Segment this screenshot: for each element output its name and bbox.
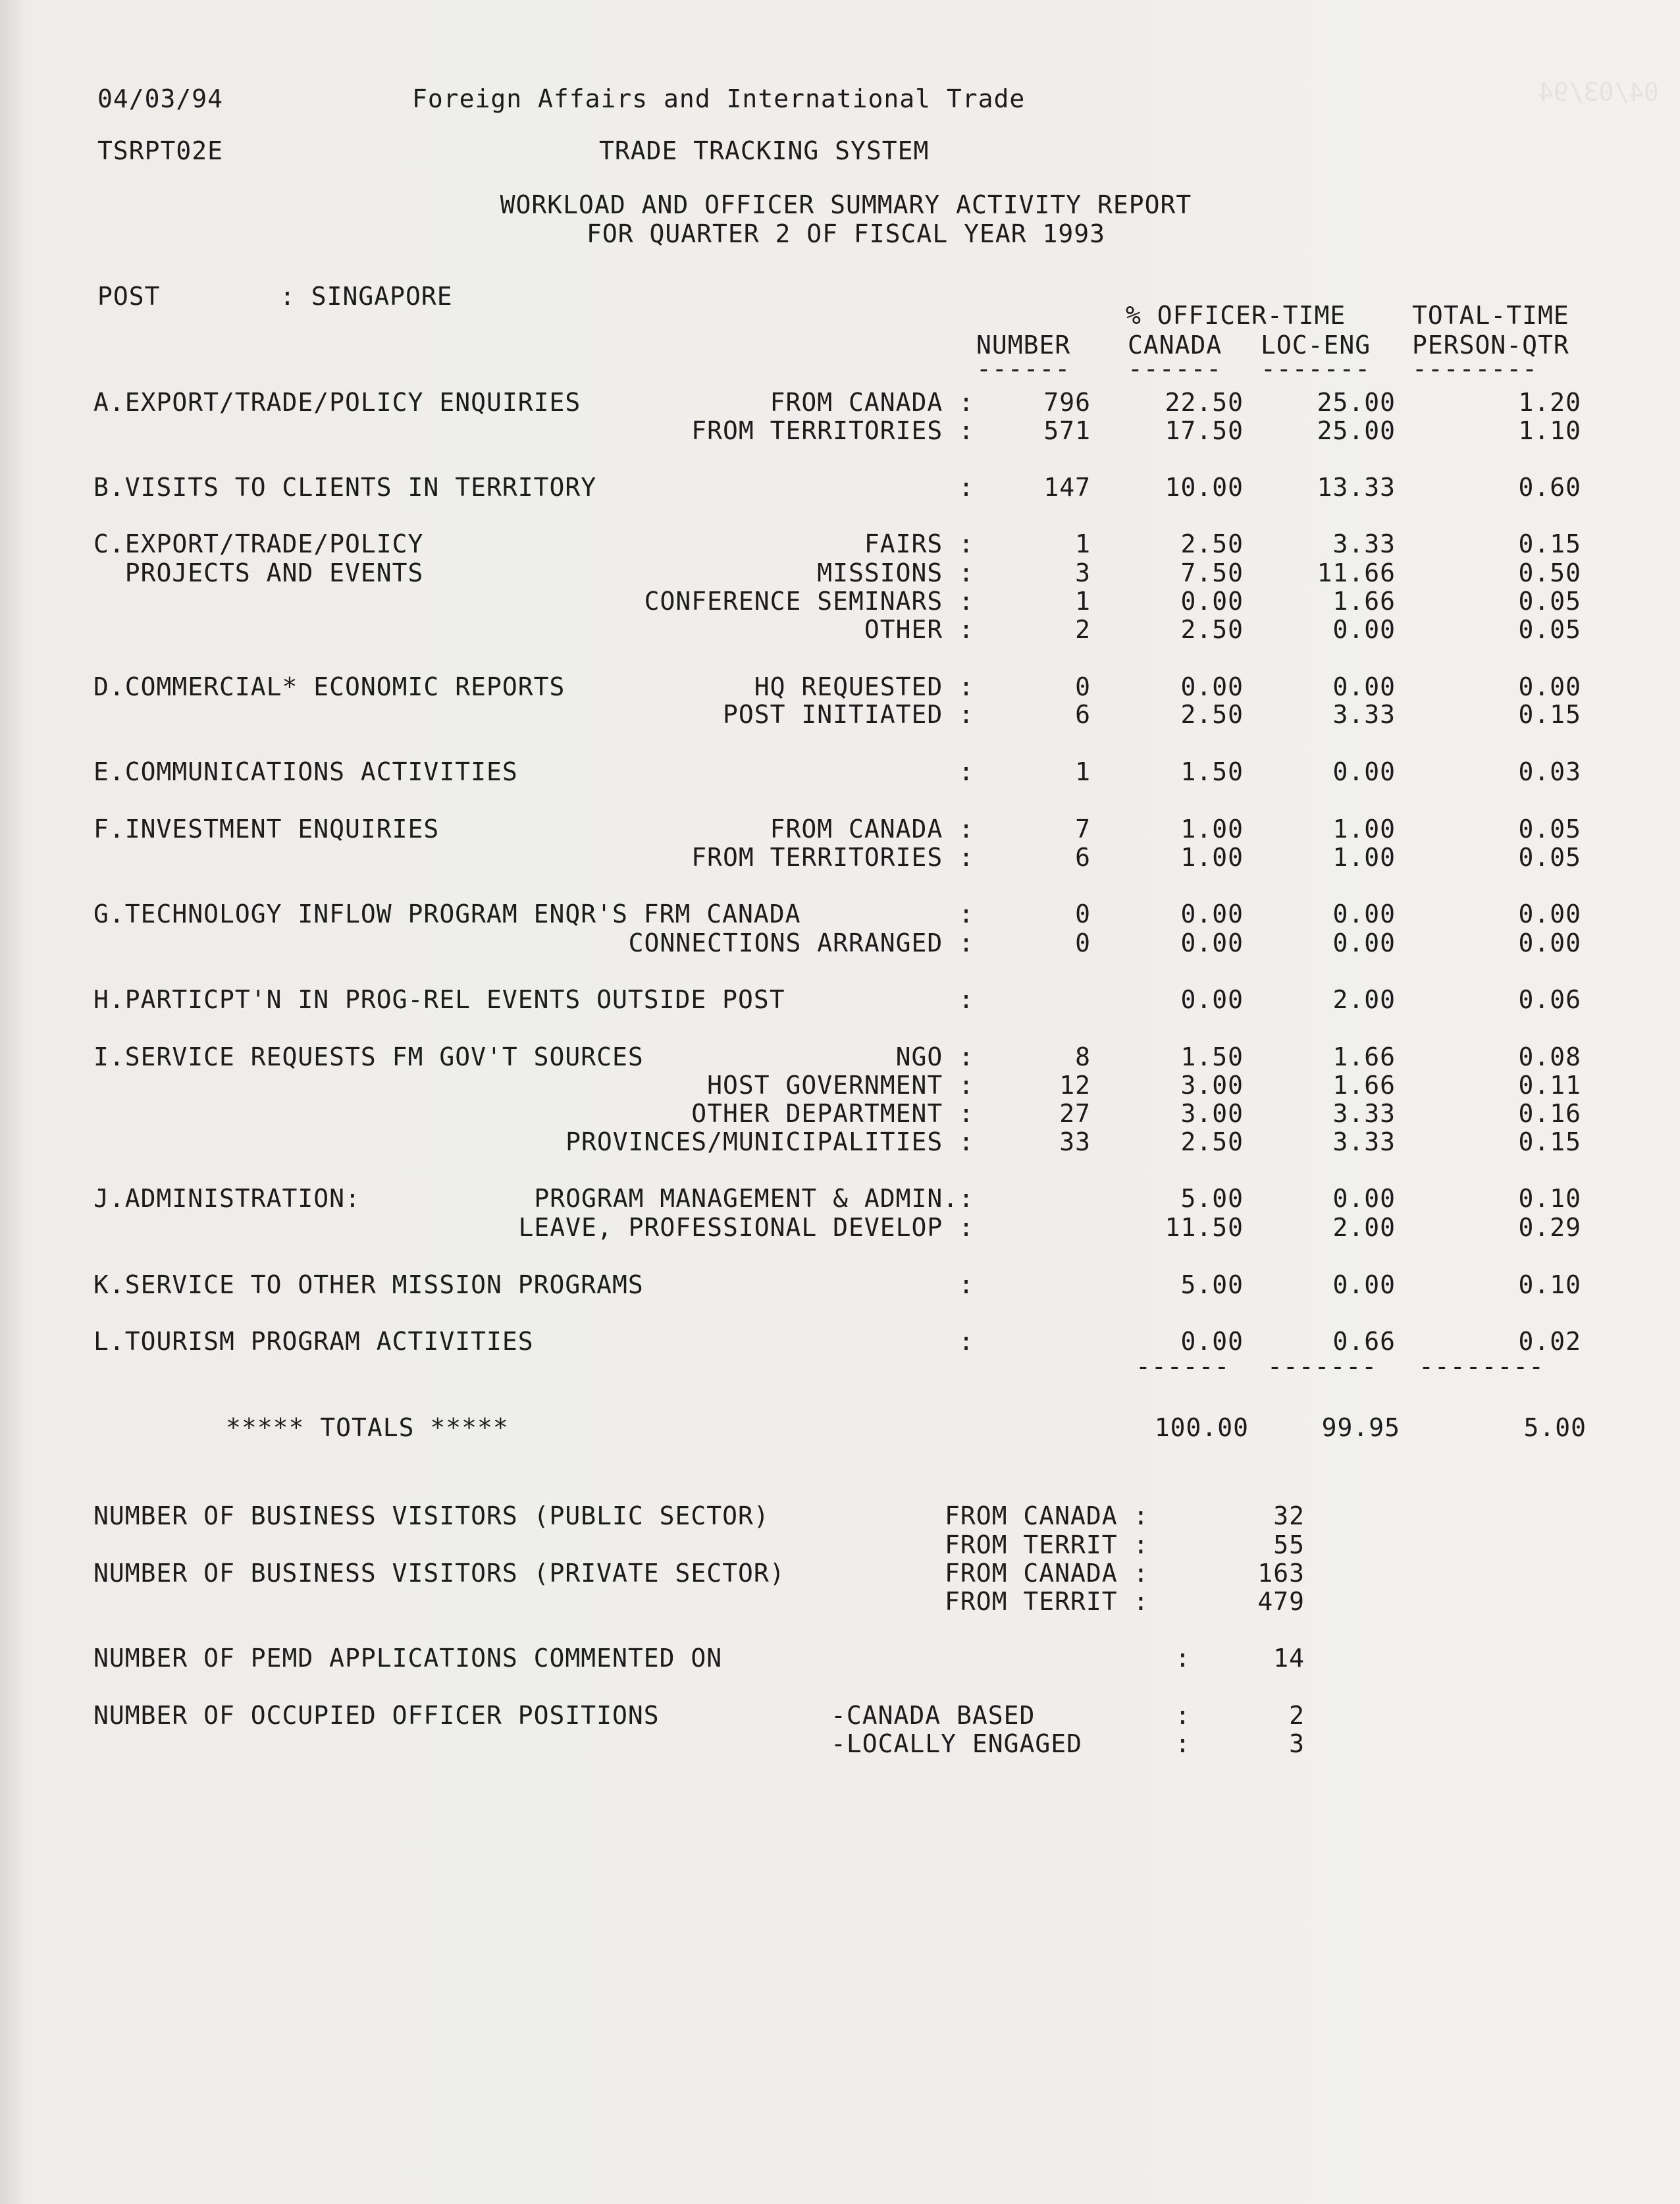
visitors-label: NUMBER OF BUSINESS VISITORS (PUBLIC SECTOR) [93,1501,770,1530]
table-row [0,1213,1680,1242]
row-canada: 0.00 [1180,587,1244,616]
row-subcategory: POST INITIATED : [722,700,974,729]
row-subcategory: HQ REQUESTED : [754,672,974,701]
row-subcategory: MISSIONS : [817,558,974,587]
row-number: 6 [1075,843,1091,872]
table-row [0,587,1680,616]
row-number: 3 [1075,558,1091,587]
row-person-qtr: 0.50 [1518,558,1581,587]
loc-eng-underline: ------- [1261,354,1371,383]
system-name: TRADE TRACKING SYSTEM [599,136,930,165]
row-canada: 2.50 [1180,529,1244,558]
row-subcategory: FROM CANADA : [770,815,974,844]
row-canada: 2.50 [1180,615,1244,644]
visitors-from: FROM CANADA : [945,1501,1149,1530]
canada-underline: ------ [1128,354,1222,383]
bleed-through-text: 04/03/94 [1538,78,1659,107]
report-title-line1: WORKLOAD AND OFFICER SUMMARY ACTIVITY REPORT [500,190,1192,219]
row-canada: 11.50 [1165,1213,1244,1242]
totals-loc-eng: 99.95 [1321,1413,1400,1442]
row-category: I.SERVICE REQUESTS FM GOV'T SOURCES [93,1042,644,1071]
row-canada: 2.50 [1180,700,1244,729]
row-number: 7 [1075,815,1091,844]
table-row [0,1184,1680,1213]
row-person-qtr: 0.00 [1518,900,1581,928]
visitors-value: 479 [1257,1587,1305,1616]
row-person-qtr: 0.05 [1518,587,1581,616]
row-loc-eng: 3.33 [1332,529,1396,558]
totals-person-qtr: 5.00 [1523,1413,1587,1442]
table-row [0,900,1680,928]
pemd-value: 14 [1273,1644,1305,1673]
visitors-from: FROM CANADA : [945,1559,1149,1588]
table-row [0,1099,1680,1128]
row-canada: 1.00 [1180,843,1244,872]
totals-row [0,1413,1680,1442]
canada-total-underline: ------ [1136,1352,1230,1381]
row-canada: 0.00 [1180,928,1244,957]
positions-row [0,1701,1680,1730]
row-loc-eng: 0.00 [1332,928,1396,957]
row-number: 1 [1075,529,1091,558]
row-subcategory: : [958,1327,974,1356]
visitors-row [0,1501,1680,1530]
row-canada: 0.00 [1180,1327,1244,1356]
row-person-qtr: 0.16 [1518,1099,1581,1128]
row-canada: 1.50 [1180,757,1244,786]
row-person-qtr: 0.10 [1518,1270,1581,1299]
row-loc-eng: 1.66 [1332,1042,1396,1071]
visitors-label: NUMBER OF BUSINESS VISITORS (PRIVATE SECTOR) [93,1559,785,1588]
row-loc-eng: 13.33 [1317,473,1396,502]
row-loc-eng: 0.00 [1332,615,1396,644]
post-label: POST [97,282,161,311]
row-number: 33 [1059,1127,1091,1156]
pemd-row [0,1644,1680,1673]
table-row [0,558,1680,587]
row-canada: 5.00 [1180,1270,1244,1299]
report-title-line2: FOR QUARTER 2 OF FISCAL YEAR 1993 [587,219,1105,248]
row-loc-eng: 1.66 [1332,587,1396,616]
table-row [0,985,1680,1014]
row-number: 0 [1075,672,1091,701]
positions-value: 2 [1289,1701,1305,1730]
row-person-qtr: 0.15 [1518,529,1581,558]
table-row [0,416,1680,445]
row-canada: 0.00 [1180,900,1244,928]
row-subcategory: NGO : [895,1042,974,1071]
visitors-row [0,1587,1680,1616]
row-subcategory: HOST GOVERNMENT : [707,1071,974,1100]
number-column-heading: NUMBER [976,331,1071,360]
row-subcategory: : [958,757,974,786]
row-canada: 10.00 [1165,473,1244,502]
column-group-header [0,301,1680,330]
pemd-label: NUMBER OF PEMD APPLICATIONS COMMENTED ON [93,1644,723,1673]
row-canada: 17.50 [1165,416,1244,445]
row-person-qtr: 0.05 [1518,843,1581,872]
row-category: F.INVESTMENT ENQUIRIES [93,815,440,844]
row-subcategory: : [958,1270,974,1299]
canada-column-heading: CANADA [1128,331,1222,360]
row-loc-eng: 11.66 [1317,558,1396,587]
row-subcategory: : [958,473,974,502]
row-loc-eng: 0.00 [1332,900,1396,928]
visitors-row [0,1559,1680,1588]
report-code: TSRPT02E [97,136,224,165]
row-person-qtr: 0.03 [1518,757,1581,786]
row-person-qtr: 0.00 [1518,928,1581,957]
row-loc-eng: 3.33 [1332,1127,1396,1156]
row-number: 8 [1075,1042,1091,1071]
row-category: PROJECTS AND EVENTS [93,558,424,587]
table-row [0,1071,1680,1100]
row-canada: 0.00 [1180,985,1244,1014]
table-row [0,672,1680,701]
row-person-qtr: 0.11 [1518,1071,1581,1100]
row-category: E.COMMUNICATIONS ACTIVITIES [93,757,518,786]
row-loc-eng: 2.00 [1332,1213,1396,1242]
row-number: 6 [1075,700,1091,729]
row-subcategory: CONNECTIONS ARRANGED : [628,928,974,957]
row-number: 571 [1043,416,1091,445]
totals-canada: 100.00 [1154,1413,1249,1442]
table-row [0,1042,1680,1071]
visitors-value: 163 [1257,1559,1305,1588]
row-canada: 3.00 [1180,1099,1244,1128]
row-category: A.EXPORT/TRADE/POLICY ENQUIRIES [93,388,581,417]
row-person-qtr: 0.06 [1518,985,1581,1014]
row-loc-eng: 0.00 [1332,757,1396,786]
row-number: 796 [1043,388,1091,417]
person-qtr-column-heading: PERSON-QTR [1412,331,1569,360]
row-person-qtr: 0.02 [1518,1327,1581,1356]
table-row [0,700,1680,729]
row-loc-eng: 1.00 [1332,843,1396,872]
row-category: K.SERVICE TO OTHER MISSION PROGRAMS [93,1270,644,1299]
row-number: 12 [1059,1071,1091,1100]
table-row [0,388,1680,417]
row-loc-eng: 0.00 [1332,1184,1396,1213]
row-loc-eng: 3.33 [1332,700,1396,729]
row-person-qtr: 1.20 [1518,388,1581,417]
table-row [0,928,1680,957]
row-canada: 1.00 [1180,815,1244,844]
row-subcategory: FROM TERRITORIES : [691,416,974,445]
loc-eng-total-underline: ------- [1267,1352,1378,1381]
officer-time-group-heading: % OFFICER-TIME [1126,301,1346,330]
totals-underline [0,1352,1680,1381]
positions-colon: : [1175,1729,1191,1758]
row-subcategory: OTHER DEPARTMENT : [691,1099,974,1128]
visitors-from: FROM TERRIT : [945,1530,1149,1559]
row-canada: 22.50 [1165,388,1244,417]
positions-colon: : [1175,1701,1191,1730]
total-time-group-heading: TOTAL-TIME [1412,301,1569,330]
person-qtr-underline: -------- [1412,354,1538,383]
row-category: B.VISITS TO CLIENTS IN TERRITORY [93,473,597,502]
row-category: L.TOURISM PROGRAM ACTIVITIES [93,1327,534,1356]
row-loc-eng: 0.66 [1332,1327,1396,1356]
row-category: H.PARTICPT'N IN PROG-REL EVENTS OUTSIDE POST [93,985,785,1014]
row-subcategory: OTHER : [864,615,974,644]
row-number: 1 [1075,587,1091,616]
positions-value: 3 [1289,1729,1305,1758]
table-row [0,815,1680,844]
row-canada: 1.50 [1180,1042,1244,1071]
row-canada: 7.50 [1180,558,1244,587]
table-row [0,1127,1680,1156]
row-number: 27 [1059,1099,1091,1128]
table-row [0,529,1680,558]
person-qtr-total-underline: -------- [1419,1352,1545,1381]
pemd-colon: : [1175,1644,1191,1673]
positions-label: NUMBER OF OCCUPIED OFFICER POSITIONS [93,1701,660,1730]
row-loc-eng: 25.00 [1317,388,1396,417]
row-category: G.TECHNOLOGY INFLOW PROGRAM ENQR'S FRM CANADA [93,900,801,928]
row-person-qtr: 0.15 [1518,1127,1581,1156]
row-loc-eng: 1.00 [1332,815,1396,844]
table-row [0,473,1680,502]
row-number: 1 [1075,757,1091,786]
row-number: 147 [1043,473,1091,502]
visitors-from: FROM TERRIT : [945,1587,1149,1616]
row-canada: 3.00 [1180,1071,1244,1100]
table-row [0,1270,1680,1299]
row-subcategory: FAIRS : [864,529,974,558]
row-subcategory: : [958,900,974,928]
row-subcategory: : [958,985,974,1014]
totals-label: ***** TOTALS ***** [226,1413,509,1442]
row-person-qtr: 0.05 [1518,815,1581,844]
row-person-qtr: 0.05 [1518,615,1581,644]
row-person-qtr: 1.10 [1518,416,1581,445]
visitors-row [0,1530,1680,1559]
row-canada: 2.50 [1180,1127,1244,1156]
row-person-qtr: 0.00 [1518,672,1581,701]
positions-type: -LOCALLY ENGAGED [831,1729,1083,1758]
loc-eng-column-heading: LOC-ENG [1261,331,1371,360]
column-underline [0,354,1680,383]
row-subcategory: PROVINCES/MUNICIPALITIES : [565,1127,974,1156]
row-category: J.ADMINISTRATION: [93,1184,361,1213]
row-category: C.EXPORT/TRADE/POLICY [93,529,424,558]
visitors-value: 32 [1273,1501,1305,1530]
row-loc-eng: 25.00 [1317,416,1396,445]
positions-row [0,1729,1680,1758]
row-canada: 5.00 [1180,1184,1244,1213]
row-number: 0 [1075,900,1091,928]
row-person-qtr: 0.08 [1518,1042,1581,1071]
row-number: 0 [1075,928,1091,957]
visitors-value: 55 [1273,1530,1305,1559]
row-loc-eng: 0.00 [1332,672,1396,701]
row-category: D.COMMERCIAL* ECONOMIC REPORTS [93,672,565,701]
row-canada: 0.00 [1180,672,1244,701]
row-loc-eng: 0.00 [1332,1270,1396,1299]
row-loc-eng: 1.66 [1332,1071,1396,1100]
row-loc-eng: 3.33 [1332,1099,1396,1128]
row-subcategory: FROM TERRITORIES : [691,843,974,872]
department-name: Foreign Affairs and International Trade [412,84,1026,113]
row-person-qtr: 0.10 [1518,1184,1581,1213]
row-person-qtr: 0.29 [1518,1213,1581,1242]
row-loc-eng: 2.00 [1332,985,1396,1014]
row-person-qtr: 0.60 [1518,473,1581,502]
row-subcategory: FROM CANADA : [770,388,974,417]
post-value: : SINGAPORE [280,282,453,311]
table-row [0,843,1680,872]
table-row [0,615,1680,644]
row-subcategory: LEAVE, PROFESSIONAL DEVELOP : [518,1213,974,1242]
table-row [0,757,1680,786]
row-subcategory: PROGRAM MANAGEMENT & ADMIN.: [534,1184,974,1213]
row-number: 2 [1075,615,1091,644]
report-date: 04/03/94 [97,84,224,113]
number-underline: ------ [976,354,1071,383]
positions-type: -CANADA BASED [831,1701,1036,1730]
row-subcategory: CONFERENCE SEMINARS : [644,587,974,616]
row-person-qtr: 0.15 [1518,700,1581,729]
